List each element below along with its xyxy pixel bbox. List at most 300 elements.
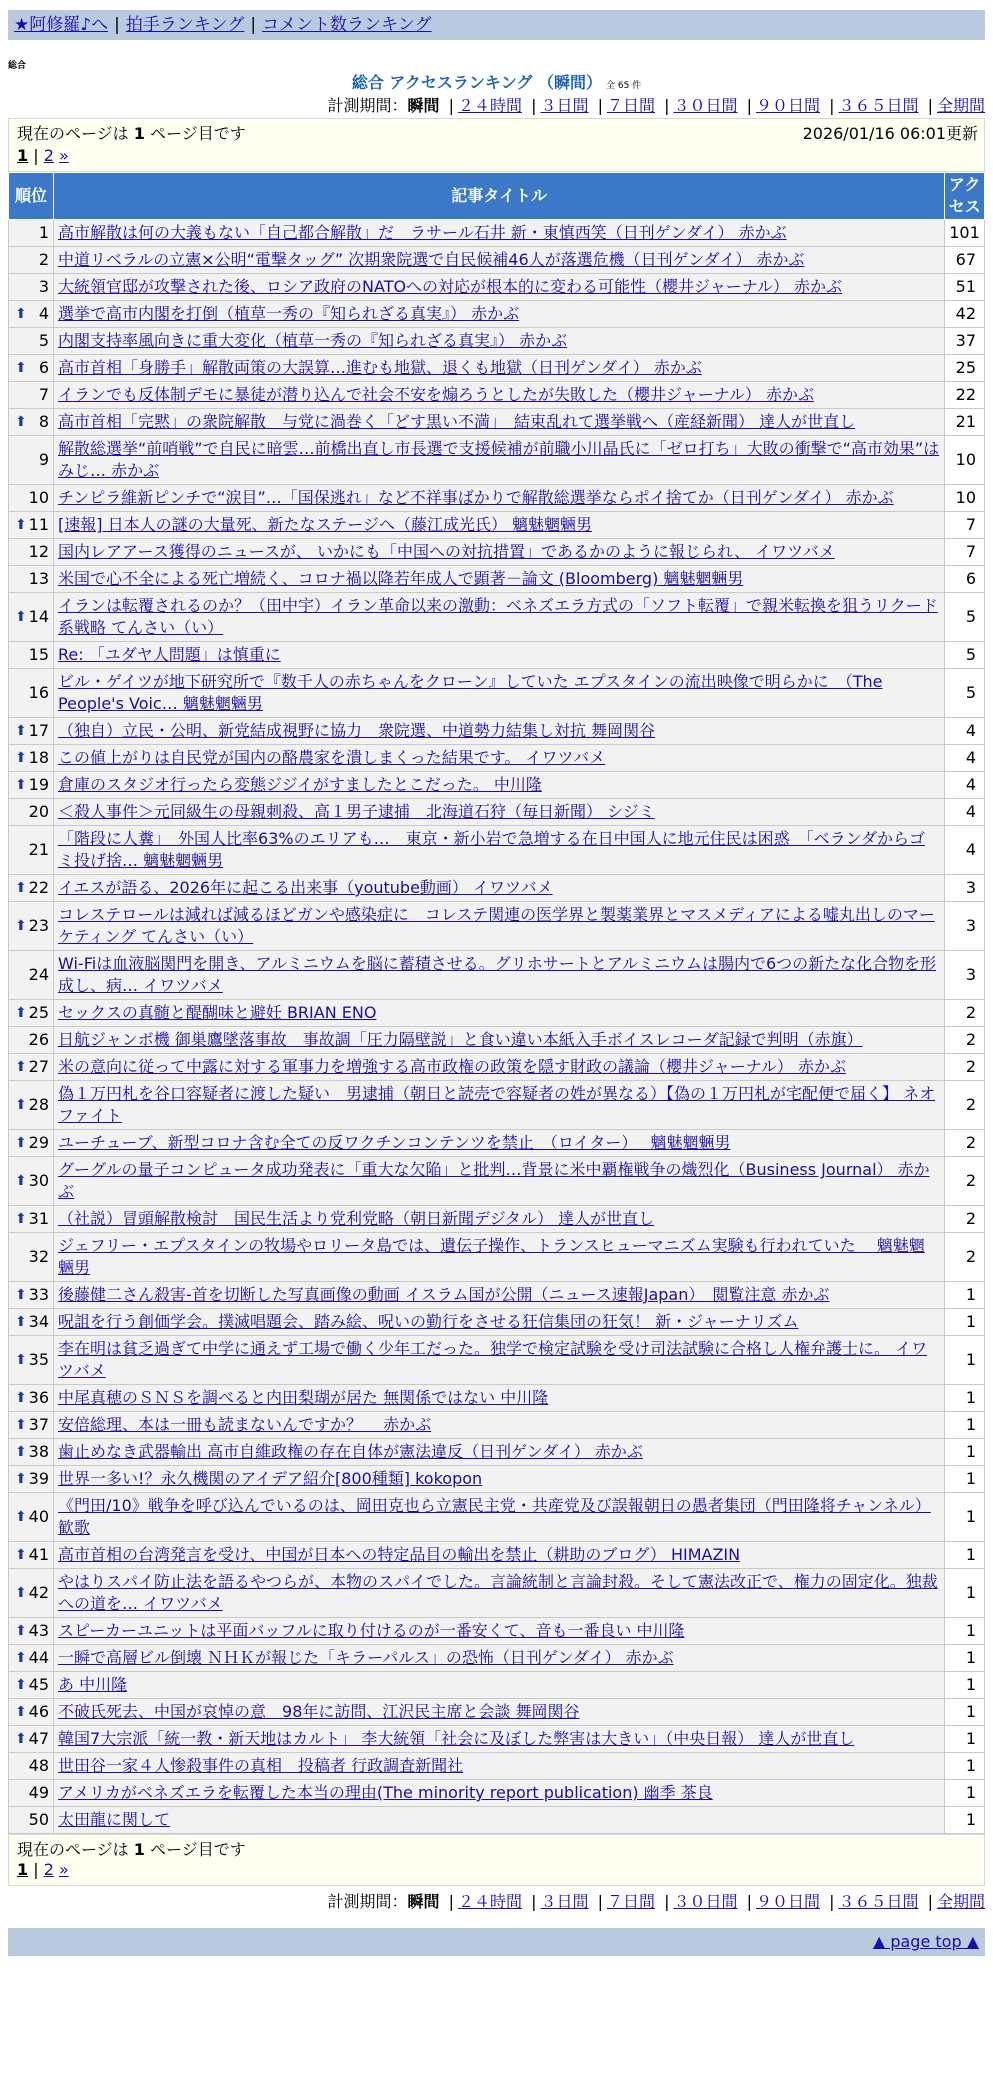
table-row: [9, 1000, 985, 1027]
article-link[interactable]: 日航ジャンボ機 御巣鷹墜落事故 事故調「圧力隔壁説」と食い違い本紙入手ボイスレコーダ記録で判明（赤旗）: [58, 1030, 863, 1049]
table-row: [9, 1439, 985, 1466]
article-link[interactable]: やはりスパイ防止法を語るやつらが、本物のスパイでした。言論統制と言論封殺。そして憲法改正で、権力の固定化。独裁への道を… イワツバメ: [58, 1572, 938, 1613]
article-link[interactable]: 米国で心不全による死亡増続く、コロナ禍以降若年成人で顕著－論文 (Bloomberg) 魑魅魍魎男: [58, 569, 744, 588]
period-link-24h[interactable]: ２４時間: [457, 96, 522, 115]
article-link[interactable]: 《門田/10》戦争を呼び込んでいるのは、岡田克也ら立憲民主党・共産党及び誤報朝日の愚者集団（門田隆将チャンネル） 歓歌: [58, 1496, 931, 1537]
access-count: 1: [945, 1672, 985, 1699]
rank-number: 38: [28, 1442, 50, 1461]
rank-cell: [9, 1054, 54, 1081]
up-arrow-icon: ⬆: [15, 1509, 27, 1525]
pager-next-arrow[interactable]: »: [58, 1860, 69, 1879]
table-row: [9, 1466, 985, 1493]
table-row: [9, 220, 985, 247]
rank-cell: [9, 745, 54, 772]
current-page-text: 現在のページは 1 ページ目です: [17, 124, 246, 143]
article-link[interactable]: アメリカがベネズエラを転覆した本当の理由(The minority report publication) 幽季 茶良: [58, 1783, 713, 1802]
title-cell: [54, 1157, 945, 1206]
article-link[interactable]: コレステロールは減れば減るほどガンや感染症に コレステ関連の医学界と製薬業界とマスメディアによる嘘丸出しのマーケティング てんさい（い）: [58, 905, 935, 946]
article-link[interactable]: ユーチューブ、新型コロナ含む全ての反ワクチンコンテンツを禁止 （ロイター） 魑魅魍魎男: [58, 1133, 731, 1152]
rank-number: 34: [28, 1312, 50, 1331]
access-count: 51: [945, 274, 985, 301]
article-link[interactable]: セックスの真髄と醍醐味と避妊 BRIAN ENO: [58, 1003, 377, 1022]
table-row: [9, 1726, 985, 1753]
access-count: 3: [945, 951, 985, 1000]
rank-cell: [9, 539, 54, 566]
table-row: [9, 355, 985, 382]
rank-cell: [9, 328, 54, 355]
rank-number: 3: [38, 277, 50, 296]
rank-number: 17: [28, 721, 50, 740]
up-arrow-icon: ⬆: [15, 1211, 27, 1227]
rank-number: 23: [28, 916, 50, 935]
rank-number: 25: [28, 1003, 50, 1022]
access-count: 1: [945, 1699, 985, 1726]
rank-cell: [9, 1466, 54, 1493]
bottom-bar: [8, 1928, 985, 1956]
table-row: [9, 1412, 985, 1439]
article-link[interactable]: チンピラ維新ピンチで“涙目”…「国保逃れ」など不祥事ばかりで解散総選挙ならポイ捨てか（日刊ゲンダイ） 赤かぶ: [58, 488, 894, 507]
table-row: [9, 826, 985, 875]
up-arrow-icon: ⬆: [15, 880, 27, 896]
title-cell: [54, 875, 945, 902]
up-arrow-icon: ⬆: [15, 777, 27, 793]
title-cell: [54, 566, 945, 593]
article-link[interactable]: [速報] 日本人の謎の大量死、新たなステージへ（藤江成光氏） 魑魅魍魎男: [58, 515, 593, 534]
table-row: [9, 1699, 985, 1726]
rank-cell: [9, 1569, 54, 1618]
table-row: [9, 409, 985, 436]
access-count: 2: [945, 1027, 985, 1054]
title-cell: [54, 247, 945, 274]
nav-link-asyura[interactable]: ★阿修羅♪へ: [14, 15, 109, 35]
article-link[interactable]: 安倍総理、本は一冊も読まないんですか？ 赤かぶ: [58, 1415, 432, 1434]
title-cell: [54, 328, 945, 355]
up-arrow-icon: ⬆: [15, 1314, 27, 1330]
table-row: [9, 1081, 985, 1130]
article-link[interactable]: ＜殺人事件＞元同級生の母親刺殺、高１男子逮捕 北海道石狩（毎日新聞） シジミ: [58, 802, 655, 821]
up-arrow-icon: ⬆: [15, 1390, 27, 1406]
rank-cell: [9, 1412, 54, 1439]
article-link[interactable]: 「階段に人糞」 外国人比率63%のエリアも… 東京・新小岩で急増する在日中国人に地元住民は困惑 「ベランダからゴミ投げ捨… 魑魅魍魎男: [58, 829, 925, 870]
rank-number: 7: [38, 385, 50, 404]
article-link[interactable]: 李在明は貧乏過ぎて中学に通えず工場で働く少年工だった。独学で検定試験を受け司法試験に合格し人権弁護士に。 イワツバメ: [58, 1339, 928, 1380]
rank-cell: [9, 382, 54, 409]
up-arrow-icon: ⬆: [15, 1547, 27, 1563]
article-link[interactable]: 歯止めなき武器輸出 高市自維政権の存在自体が憲法違反（日刊ゲンダイ） 赤かぶ: [58, 1442, 643, 1461]
access-count: 1: [945, 1618, 985, 1645]
table-row: [9, 1645, 985, 1672]
period-link-30d[interactable]: ３０日間: [673, 1892, 738, 1911]
pager-page-2[interactable]: 2: [43, 146, 54, 165]
table-row: [9, 1233, 985, 1282]
period-link-3d[interactable]: ３日間: [540, 1892, 589, 1911]
access-count: 42: [945, 301, 985, 328]
title-cell: [54, 772, 945, 799]
rank-number: 40: [28, 1507, 50, 1526]
rank-cell: [9, 1493, 54, 1542]
rank-number: 18: [28, 748, 50, 767]
access-count: 1: [945, 1542, 985, 1569]
period-link-7d[interactable]: ７日間: [606, 1892, 655, 1911]
period-current: 瞬間: [407, 1892, 440, 1911]
period-link-365d[interactable]: ３６５日間: [838, 1892, 919, 1911]
up-arrow-icon: ⬆: [15, 1287, 27, 1303]
rank-number: 11: [28, 515, 50, 534]
article-link[interactable]: 解散総選挙“前哨戦”で自民に暗雲…前橋出直し市長選で支援候補が前職小川晶氏に「ゼロ打ち」大敗の衝撃で“高市効果”はみじ… 赤かぶ: [58, 439, 940, 480]
rank-number: 24: [28, 965, 50, 984]
table-row: [9, 247, 985, 274]
up-arrow-icon: ⬆: [15, 1005, 27, 1021]
access-count: 7: [945, 512, 985, 539]
table-row: [9, 1336, 985, 1385]
article-link[interactable]: 米の意向に従って中露に対する軍事力を増強する高市政権の政策を隠す財政の議論（櫻井ジャーナル） 赤かぶ: [58, 1057, 846, 1076]
title-cell: [54, 382, 945, 409]
rank-cell: [9, 1753, 54, 1780]
access-count: 1: [945, 1569, 985, 1618]
pager-next-arrow[interactable]: »: [58, 146, 69, 165]
up-arrow-icon: ⬆: [15, 1417, 27, 1433]
rank-cell: [9, 1000, 54, 1027]
rank-cell: [9, 593, 54, 642]
article-link[interactable]: Re: 「ユダヤ人問題」は慎重に: [58, 645, 281, 664]
title-cell: [54, 1206, 945, 1233]
table-row: [9, 1569, 985, 1618]
period-link-all[interactable]: 全期間: [936, 96, 985, 115]
article-link[interactable]: 国内レアアース獲得のニュースが、 いかにも「中国への対抗措置」であるかのように報じられ、 イワツバメ: [58, 542, 835, 561]
page-title-text: 総合 アクセスランキング （瞬間）: [351, 73, 602, 92]
access-count: 3: [945, 902, 985, 951]
access-count: 25: [945, 355, 985, 382]
access-count: 101: [945, 220, 985, 247]
access-count: 1: [945, 1780, 985, 1807]
rank-cell: [9, 409, 54, 436]
title-cell: [54, 1282, 945, 1309]
article-link[interactable]: 高市首相「完黙」の衆院解散 与党に渦巻く「どす黒い不満」 結束乱れて選挙戦へ（産経新聞） 達人が世直し: [58, 412, 856, 431]
period-label: 計測期間：: [327, 96, 408, 115]
rank-cell: [9, 718, 54, 745]
nav-separator: |: [250, 15, 257, 35]
access-count: 1: [945, 1385, 985, 1412]
article-link[interactable]: ビル・ゲイツが地下研究所で『数千人の赤ちゃんをクローン』していた エプスタインの流出映像で明らかに （The People's Voic… 魑魅魍魎男: [58, 672, 883, 713]
up-arrow-icon: ⬆: [15, 360, 27, 376]
rank-number: 12: [28, 542, 50, 561]
table-row: [9, 566, 985, 593]
rank-number: 37: [28, 1415, 50, 1434]
title-cell: [54, 1027, 945, 1054]
table-row: [9, 485, 985, 512]
up-arrow-icon: ⬆: [15, 1585, 27, 1601]
table-row: [9, 328, 985, 355]
pager-current: 1: [17, 1860, 29, 1879]
nav-link-comment-ranking[interactable]: コメント数ランキング: [262, 15, 432, 35]
table-row: [9, 512, 985, 539]
rank-number: 30: [28, 1171, 50, 1190]
rank-cell: [9, 1282, 54, 1309]
up-arrow-icon: ⬆: [15, 1097, 27, 1113]
access-count: 2: [945, 1054, 985, 1081]
period-link-all[interactable]: 全期間: [936, 1892, 985, 1911]
rank-cell: [9, 566, 54, 593]
rank-number: 16: [28, 683, 50, 702]
access-count: 1: [945, 1726, 985, 1753]
article-link[interactable]: 太田龍に関して: [58, 1810, 171, 1829]
pager-top: 1 | 2 »: [17, 146, 69, 165]
page-info-bottom: [8, 1834, 985, 1886]
rank-cell: [9, 485, 54, 512]
article-link[interactable]: 高市首相の台湾発言を受け、中国が日本への特定品目の輸出を禁止（耕助のブログ） HIMAZIN: [58, 1545, 741, 1564]
table-row: [9, 1542, 985, 1569]
rank-cell: [9, 1309, 54, 1336]
article-link[interactable]: （社説）冒頭解散検討 国民生活より党利党略（朝日新聞デジタル） 達人が世直し: [58, 1209, 655, 1228]
title-cell: [54, 436, 945, 485]
article-link[interactable]: 内閣支持率風向きに重大変化（植草一秀の『知られざる真実』） 赤かぶ: [58, 331, 568, 350]
rank-number: 1: [38, 223, 50, 242]
article-link[interactable]: 倉庫のスタジオ行ったら変態ジジイがすましたとこだった。 中川隆: [58, 775, 542, 794]
rank-number: 4: [38, 304, 50, 323]
article-link[interactable]: この値上がりは自民党が国内の酪農家を潰しまくった結果です。 イワツバメ: [58, 748, 606, 767]
title-cell: [54, 718, 945, 745]
rank-number: 50: [28, 1810, 50, 1829]
rank-cell: [9, 355, 54, 382]
category-label: 総合: [8, 61, 27, 71]
title-cell: [54, 1412, 945, 1439]
period-link-90d[interactable]: ９０日間: [755, 1892, 820, 1911]
title-cell: [54, 1385, 945, 1412]
title-cell: [54, 799, 945, 826]
table-header-row: [9, 173, 985, 220]
article-link[interactable]: 中尾真穂のＳＮＳを調べると内田梨瑚が居た 無関係ではない 中川隆: [58, 1388, 549, 1407]
access-count: 1: [945, 1753, 985, 1780]
pager-page-2[interactable]: 2: [43, 1860, 54, 1879]
article-link[interactable]: グーグルの量子コンピュータ成功発表に「重大な欠陥」と批判…背景に米中覇権戦争の熾烈化（Business Journal） 赤かぶ: [58, 1160, 930, 1201]
period-label: 計測期間：: [327, 1892, 408, 1911]
rank-cell: [9, 1130, 54, 1157]
article-link[interactable]: 大統領官邸が攻撃された後、ロシア政府のNATOへの対応が根本的に変わる可能性（櫻井ジャーナル） 赤かぶ: [58, 277, 843, 296]
rank-cell: [9, 1385, 54, 1412]
period-link-24h[interactable]: ２４時間: [457, 1892, 522, 1911]
up-arrow-icon: ⬆: [15, 1471, 27, 1487]
rank-number: 46: [28, 1702, 50, 1721]
rank-number: 2: [38, 250, 50, 269]
title-cell: [54, 745, 945, 772]
access-count: 1: [945, 1282, 985, 1309]
access-count: 22: [945, 382, 985, 409]
article-link[interactable]: あ 中川隆: [58, 1675, 128, 1694]
article-link[interactable]: 高市解散は何の大義もない「自己都合解散」だ ラサール石井 新・東慎西笑（日刊ゲンダイ） 赤かぶ: [58, 223, 787, 242]
up-arrow-icon: ⬆: [15, 1677, 27, 1693]
rank-cell: [9, 1645, 54, 1672]
article-link[interactable]: 世界一多い!？永久機関のアイデア紹介[800種類] kokopon: [58, 1469, 483, 1488]
period-link-90d[interactable]: ９０日間: [755, 96, 820, 115]
period-link-7d[interactable]: ７日間: [606, 96, 655, 115]
table-row: [9, 1807, 985, 1834]
rank-cell: [9, 642, 54, 669]
access-count: 10: [945, 436, 985, 485]
article-link[interactable]: Wi-Fiは血液脳関門を開き、アルミニウムを脳に蓄積させる。グリホサートとアルミニウムは腸内で6つの新たな化合物を形成し、病… イワツバメ: [58, 954, 937, 995]
title-cell: [54, 1780, 945, 1807]
rank-cell: [9, 1699, 54, 1726]
rank-cell: [9, 1780, 54, 1807]
rank-cell: [9, 1233, 54, 1282]
title-cell: [54, 1130, 945, 1157]
article-link[interactable]: 一瞬で高層ビル倒壊 ＮＨＫが報じた「キラーパルス」の恐怖（日刊ゲンダイ） 赤かぶ: [58, 1648, 674, 1667]
title-cell: [54, 1699, 945, 1726]
rank-number: 27: [28, 1057, 50, 1076]
article-link[interactable]: イランは転覆されるのか？（田中宇）イラン革命以来の激動：ベネズエラ方式の「ソフト転覆」で親米転換を狙うリクード系戦略 てんさい（い）: [58, 596, 938, 637]
rank-number: 45: [28, 1675, 50, 1694]
access-count: 5: [945, 642, 985, 669]
table-row: [9, 382, 985, 409]
table-row: [9, 875, 985, 902]
access-count: 67: [945, 247, 985, 274]
up-arrow-icon: ⬆: [15, 517, 27, 533]
title-cell: [54, 902, 945, 951]
table-row: [9, 1157, 985, 1206]
access-count: 5: [945, 669, 985, 718]
access-count: 2: [945, 1000, 985, 1027]
rank-cell: [9, 1157, 54, 1206]
access-count: 21: [945, 409, 985, 436]
article-link[interactable]: 偽１万円札を谷口容疑者に渡した疑い 男逮捕（朝日と読売で容疑者の姓が異なる）【偽の１万円札が宅配便で届く】 ネオファイト: [58, 1084, 936, 1125]
table-row: [9, 1027, 985, 1054]
article-link[interactable]: 呪詛を行う創価学会。撲滅唱題会、踏み絵、呪いの勤行をさせる狂信集団の狂気！ 新・ジャーナリズム: [58, 1312, 799, 1331]
period-current: 瞬間: [407, 96, 440, 115]
rank-number: 6: [38, 358, 50, 377]
title-cell: [54, 1726, 945, 1753]
rank-cell: [9, 512, 54, 539]
title-cell: [54, 1309, 945, 1336]
title-cell: [54, 485, 945, 512]
table-row: [9, 1282, 985, 1309]
period-link-3d[interactable]: ３日間: [540, 96, 589, 115]
access-count: 1: [945, 1336, 985, 1385]
period-link-365d[interactable]: ３６５日間: [838, 96, 919, 115]
access-count: 37: [945, 328, 985, 355]
pager-bottom: 1 | 2 »: [17, 1860, 69, 1879]
rank-number: 35: [28, 1350, 50, 1369]
title-cell: [54, 951, 945, 1000]
table-row: [9, 951, 985, 1000]
table-row: [9, 1054, 985, 1081]
table-row: [9, 1753, 985, 1780]
table-row: [9, 799, 985, 826]
rank-number: 48: [28, 1756, 50, 1775]
period-selector-bottom: 計測期間：瞬間 | ２４時間 | ３日間 | ７日間 | ３０日間 | ９０日間 | ３６５日間 | 全期間: [327, 1892, 985, 1911]
rank-cell: [9, 1439, 54, 1466]
title-cell: [54, 669, 945, 718]
rank-number: 36: [28, 1388, 50, 1407]
access-count: 1: [945, 1412, 985, 1439]
access-count: 4: [945, 799, 985, 826]
header-access: アクセス: [945, 173, 985, 220]
nav-link-clap-ranking[interactable]: 拍手ランキング: [125, 15, 245, 35]
title-cell: [54, 1081, 945, 1130]
table-row: [9, 669, 985, 718]
rank-cell: [9, 274, 54, 301]
rank-cell: [9, 799, 54, 826]
ranking-table: [8, 172, 985, 1834]
access-count: 4: [945, 718, 985, 745]
access-count: 2: [945, 1157, 985, 1206]
table-row: [9, 745, 985, 772]
period-link-30d[interactable]: ３０日間: [673, 96, 738, 115]
table-row: [9, 593, 985, 642]
pager-current: 1: [17, 146, 29, 165]
updated-timestamp: 2026/01/16 06:01更新: [802, 124, 978, 143]
rank-number: 41: [28, 1545, 50, 1564]
title-cell: [54, 1493, 945, 1542]
article-link[interactable]: スピーカーユニットは平面バッフルに取り付けるのが一番安くて、音も一番良い 中川隆: [58, 1621, 685, 1640]
table-row: [9, 718, 985, 745]
title-cell: [54, 642, 945, 669]
rank-number: 14: [28, 607, 50, 626]
table-row: [9, 1130, 985, 1157]
title-cell: [54, 1807, 945, 1834]
rank-number: 31: [28, 1209, 50, 1228]
ranking-body: [9, 220, 985, 1834]
access-count: 1: [945, 1493, 985, 1542]
article-link[interactable]: 高市首相「身勝手」解散両策の大誤算…進むも地獄、退くも地獄（日刊ゲンダイ） 赤かぶ: [58, 358, 702, 377]
title-cell: [54, 539, 945, 566]
title-cell: [54, 1466, 945, 1493]
article-link[interactable]: 後藤健二さん殺害-首を切断した写真画像の動画 イスラム国が公開（ニュース速報Japan） 閲覧注意 赤かぶ: [58, 1285, 830, 1304]
rank-cell: [9, 1807, 54, 1834]
rank-cell: [9, 951, 54, 1000]
table-row: [9, 642, 985, 669]
article-link[interactable]: ジェフリー・エプスタインの牧場やロリータ島では、遺伝子操作、トランスヒューマニズム実験も行われていた 魑魅魍魎男: [58, 1236, 925, 1277]
access-count: 4: [945, 772, 985, 799]
article-link[interactable]: イランでも反体制デモに暴徒が潜り込んで社会不安を煽ろうとしたが失敗した（櫻井ジャーナル） 赤かぶ: [58, 385, 814, 404]
article-link[interactable]: 韓国7大宗派「統一教・新天地はカルト」 李大統領「社会に及ぼした弊害は大きい」（中央日報） 達人が世直し: [58, 1729, 855, 1748]
rank-cell: [9, 772, 54, 799]
article-link[interactable]: 不破氏死去、中国が哀悼の意 98年に訪問、江沢民主席と会談 舞岡関谷: [58, 1702, 580, 1721]
article-link[interactable]: 中道リベラルの立憲×公明“電撃タッグ” 次期衆院選で自民候補46人が落選危機（日刊ゲンダイ） 赤かぶ: [58, 250, 805, 269]
access-count: 1: [945, 1439, 985, 1466]
rank-cell: [9, 220, 54, 247]
page-top-link[interactable]: ▲ page top ▲: [872, 1932, 979, 1951]
rank-number: 44: [28, 1648, 50, 1667]
article-link[interactable]: 世田谷一家４人惨殺事件の真相 投稿者 行政調査新聞社: [58, 1756, 464, 1775]
header-title: 記事タイトル: [54, 173, 945, 220]
title-cell: [54, 1542, 945, 1569]
access-count: 4: [945, 826, 985, 875]
page-info-top: [8, 118, 985, 172]
rank-number: 8: [38, 412, 50, 431]
title-cell: [54, 1645, 945, 1672]
rank-number: 43: [28, 1621, 50, 1640]
access-count: 1: [945, 1807, 985, 1834]
table-row: [9, 436, 985, 485]
title-cell: [54, 301, 945, 328]
up-arrow-icon: ⬆: [15, 750, 27, 766]
access-count: 10: [945, 485, 985, 512]
title-cell: [54, 1233, 945, 1282]
access-count: 5: [945, 593, 985, 642]
rank-number: 21: [28, 840, 50, 859]
article-link[interactable]: イエスが語る、2026年に起こる出来事（youtube動画） イワツバメ: [58, 878, 553, 897]
up-arrow-icon: ⬆: [15, 1173, 27, 1189]
article-link[interactable]: （独自）立民・公明、新党結成視野に協力 衆院選、中道勢力結集し対抗 舞岡関谷: [58, 721, 656, 740]
title-cell: [54, 512, 945, 539]
page-title: [0, 72, 993, 94]
rank-number: 19: [28, 775, 50, 794]
rank-cell: [9, 875, 54, 902]
rank-number: 9: [38, 450, 50, 469]
title-cell: [54, 1439, 945, 1466]
article-link[interactable]: 選挙で高市内閣を打倒（植草一秀の『知られざる真実』） 赤かぶ: [58, 304, 520, 323]
access-count: 2: [945, 1130, 985, 1157]
rank-cell: [9, 1542, 54, 1569]
